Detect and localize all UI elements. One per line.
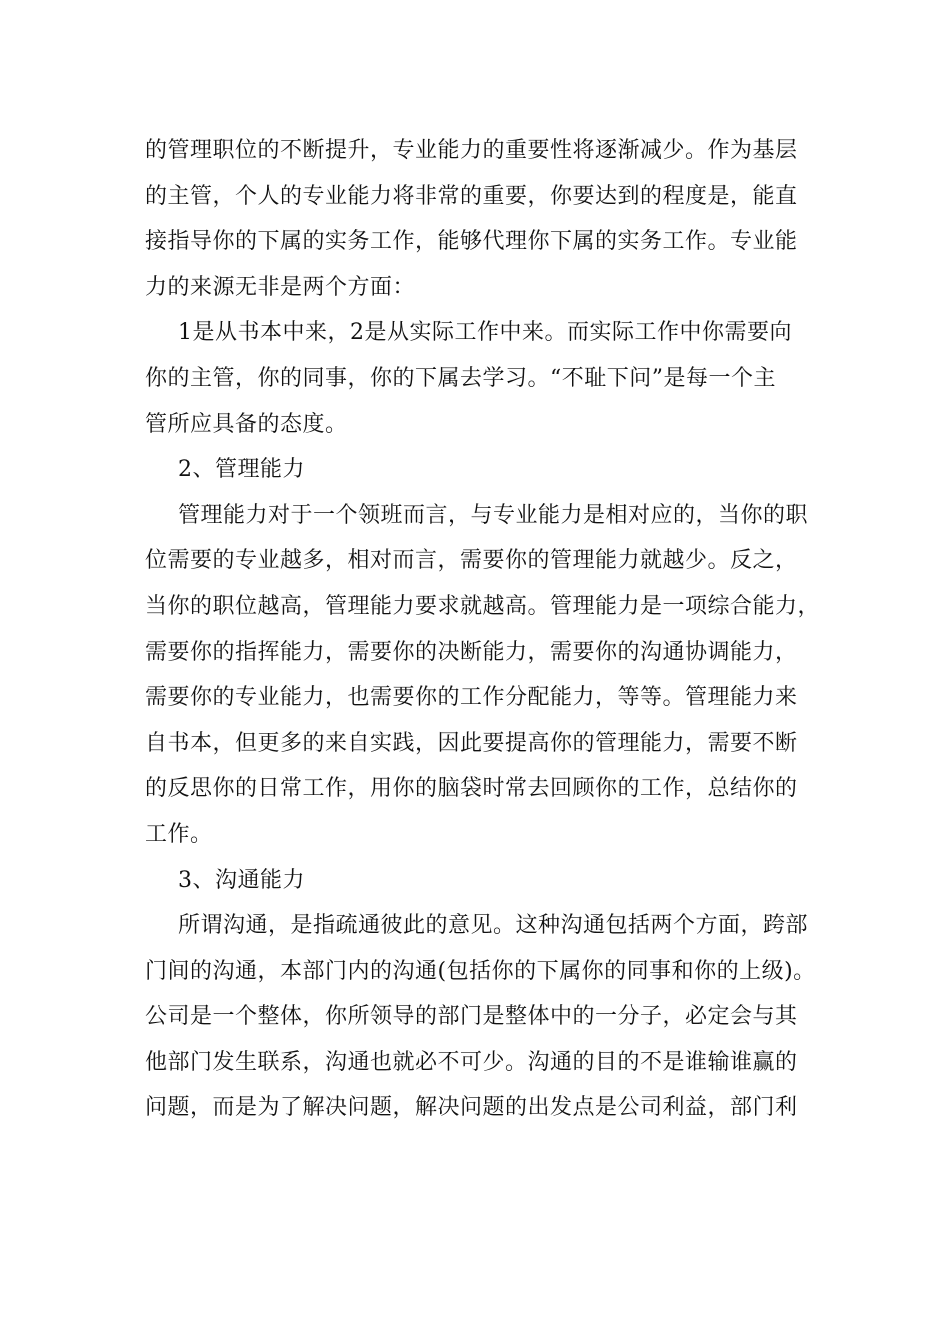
text-line: 问题，而是为了解决问题，解决问题的出发点是公司利益，部门利 (145, 1095, 798, 1121)
text-line: 力的来源无非是两个方面： (145, 274, 416, 300)
body-text (145, 128, 821, 1131)
text-line: 的管理职位的不断提升，专业能力的重要性将逐渐减少。作为基层 (145, 138, 798, 163)
text-line: 管理能力对于一个领班而言，与专业能力是相对应的，当你的职 (178, 502, 809, 528)
section-heading: 2、管理能力 (178, 457, 305, 483)
text-line: 管所应具备的态度。 (145, 411, 348, 437)
text-line: 工作。 (145, 821, 213, 847)
text-line: 他部门发生联系，沟通也就必不可少。沟通的目的不是谁输谁赢的 (145, 1049, 798, 1075)
text-line: 的主管，个人的专业能力将非常的重要，你要达到的程度是，能直 (145, 183, 798, 209)
text-line: 公司是一个整体，你所领导的部门是整体中的一分子，必定会与其 (145, 1004, 798, 1030)
text-line: 需要你的指挥能力，需要你的决断能力，需要你的沟通协调能力， (145, 639, 798, 665)
text-line: 接指导你的下属的实务工作，能够代理你下属的实务工作。专业能 (145, 229, 798, 255)
text-line: 位需要的专业越多，相对而言，需要你的管理能力就越少。反之， (145, 548, 798, 574)
text-line: 的反思你的日常工作，用你的脑袋时常去回顾你的工作，总结你的 (145, 776, 798, 802)
text-line: 需要你的专业能力，也需要你的工作分配能力，等等。管理能力来 (145, 685, 798, 711)
section-heading: 3、沟通能力 (178, 867, 305, 893)
text-line: 自书本，但更多的来自实践，因此要提高你的管理能力，需要不断 (145, 730, 798, 756)
text-line: 门间的沟通，本部门内的沟通(包括你的下属你的同事和你的上级)。 (145, 958, 816, 984)
text-line: 你的主管，你的同事，你的下属去学习。“不耻下问”是每一个主 (145, 365, 776, 391)
text-line: 所谓沟通，是指疏通彼此的意见。这种沟通包括两个方面，跨部 (178, 913, 809, 939)
text-line: 1是从书本中来，2是从实际工作中来。而实际工作中你需要向 (178, 320, 792, 346)
text-line: 当你的职位越高，管理能力要求就越高。管理能力是一项综合能力， (145, 593, 821, 619)
